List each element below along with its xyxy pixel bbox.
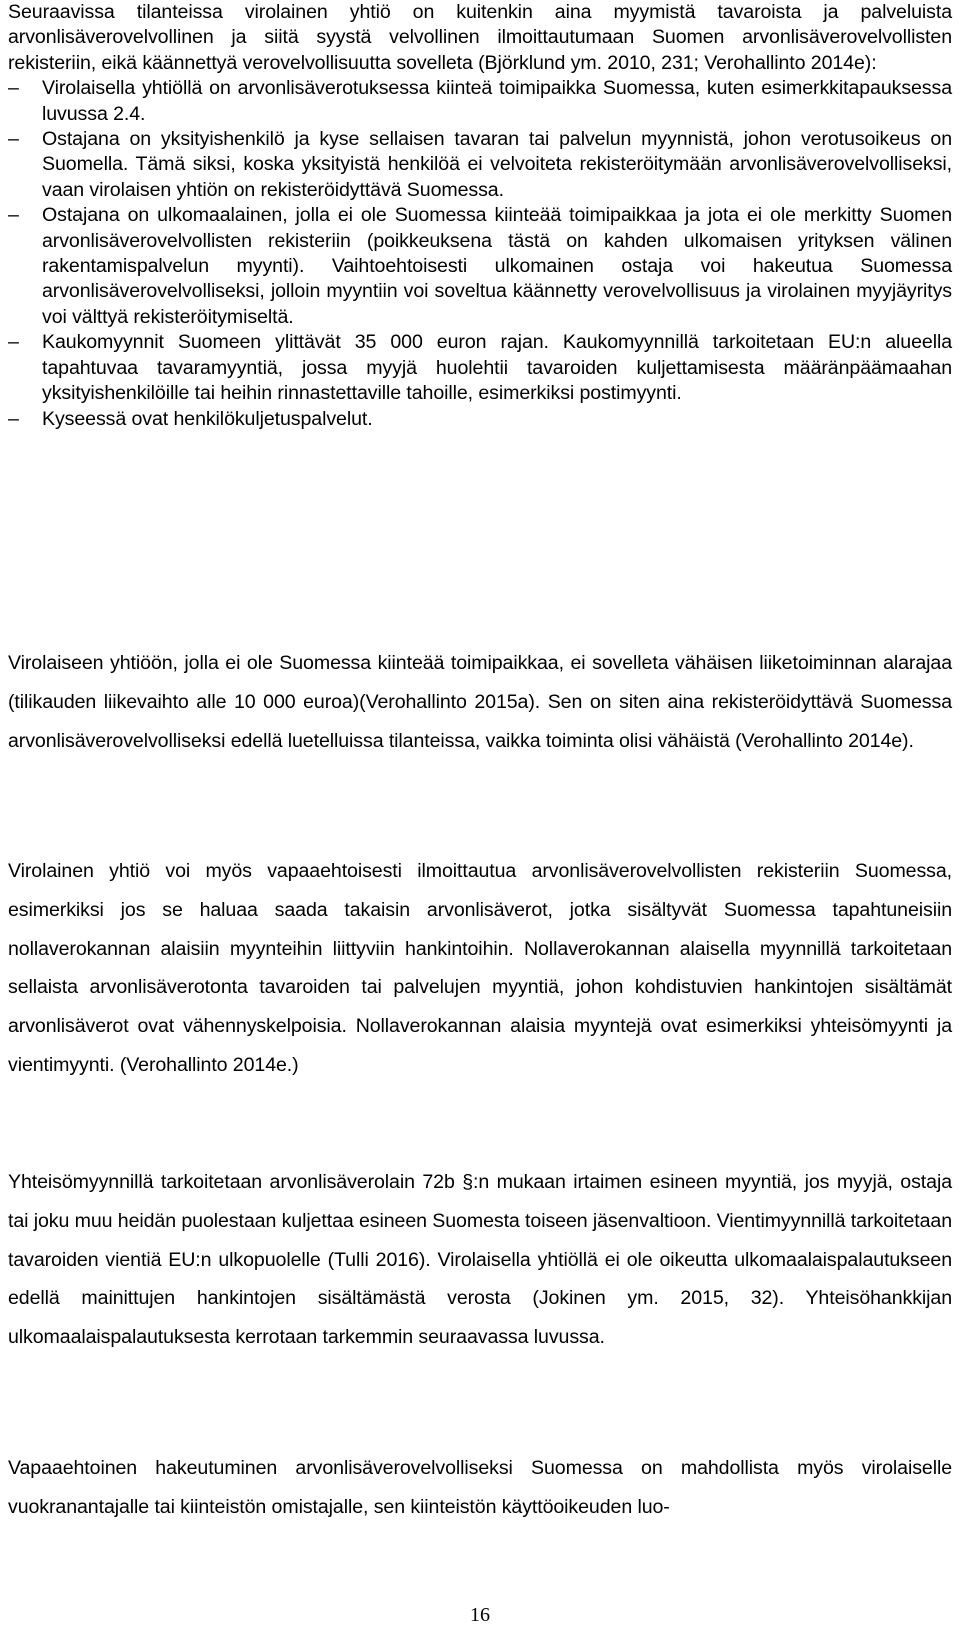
intro-section [8, 0, 952, 432]
list-item [8, 407, 952, 432]
body-paragraph: Yhteisömyynnillä tarkoitetaan arvonlisäverolain 72b §:n mukaan irtaimen esineen myyntiä, jos myyjä, ostaja tai joku muu heidän puolestaan kuljettaa esineen Suomesta toiseen jäsenvaltioon. Vientimyynnillä tarkoitetaan tavaroiden vientiä EU:n ulkopuolelle (Tulli 2016). Virolaisella yhtiöllä ei ole oikeutta ulkomaalaispalautukseen edellä mainittujen hankintojen sisältämästä verosta (Jokinen ym. 2015, 32). Yhteisöhankkijan ulkomaalaispalautuksesta kerrotaan tarkemmin seuraavassa luvussa. [8, 1171, 952, 1349]
list-item [8, 76, 952, 127]
list-item-text: Kyseessä ovat henkilökuljetuspalvelut. [42, 407, 373, 430]
list-item [8, 127, 952, 203]
body-paragraph: Virolaiseen yhtiöön, jolla ei ole Suomessa kiinteää toimipaikkaa, ei sovelleta vähäisen liiketoiminnan alarajaa (tilikauden liikevaihto alle 10 000 euroa)(Verohallinto 2015a). Sen on siten aina rekisteröidyttävä Suomessa arvonlisäverovelvolliseksi edellä luetelluissa tilanteissa, vaikka toiminta olisi vähäistä (Verohallinto 2014e). [8, 652, 952, 752]
dash-bullet-icon: – [8, 331, 19, 354]
dash-bullet-icon: – [8, 204, 19, 227]
list-item-text: Ostajana on yksityishenkilö ja kyse sellaisen tavaran tai palvelun myynnistä, johon verotusoikeus on Suomella. Tämä siksi, koska yksityistä henkilöä ei velvoiteta rekisteröitymään arvonlisäverovelvolliseksi, vaan virolaisen yhtiön on rekisteröidyttävä Suomessa. [42, 128, 952, 201]
dash-bullet-icon: – [8, 407, 19, 430]
paragraph-voluntary-registration [8, 852, 952, 1085]
conditions-list [8, 76, 952, 432]
dash-bullet-icon: – [8, 128, 19, 151]
paragraph-threshold [8, 644, 952, 760]
paragraph-property-lessor [8, 1449, 952, 1527]
dash-bullet-icon: – [8, 77, 19, 100]
list-item [8, 203, 952, 330]
list-item-text: Kaukomyynnit Suomeen ylittävät 35 000 euron rajan. Kaukomyynnillä tarkoitetaan EU:n alueella tapahtuvaa tavaramyyntiä, jossa myyjä huolehtii tavaroiden kuljettamisesta määränpäämaahan yksityishenkilöille tai heihin rinnastettaville tahoille, esimerkiksi postimyynti. [42, 331, 952, 405]
list-item [8, 330, 952, 406]
body-paragraph: Vapaaehtoinen hakeutuminen arvonlisäverovelvolliseksi Suomessa on mahdollista myös virolaiselle vuokranantajalle tai kiinteistön omistajalle, sen kiinteistön käyttöoikeuden luo- [8, 1457, 952, 1518]
list-item-text: Ostajana on ulkomaalainen, jolla ei ole Suomessa kiinteää toimipaikkaa ja jota ei ole merkitty Suomen arvonlisäverovelvollisten rekisteriin (poikkeuksena tästä on kahden ulkomaisen yrityksen välinen rakentamispalvelun myynti). Vaihtoehtoisesti ulkomainen ostaja voi hakeutua Suomessa arvonlisäverovelvolliseksi, jolloin myyntiin voi soveltua käännetty verovelvollisuus ja virolainen myyjäyritys voi välttyä rekisteröitymiseltä. [42, 204, 952, 328]
intro-paragraph: Seuraavissa tilanteissa virolainen yhtiö on kuitenkin aina myymistä tavaroista ja palveluista arvonlisäverovelvollinen ja siitä syystä velvollinen ilmoittautumaan Suomen arvonlisäverovelvollisten rekisteriin, eikä käännettyä verovelvollisuutta sovelleta (Björklund ym. 2010, 231; Verohallinto 2014e): [8, 1, 952, 74]
list-item-text: Virolaisella yhtiöllä on arvonlisäverotuksessa kiinteä toimipaikka Suomessa, kuten esimerkkitapauksessa luvussa 2.4. [42, 77, 952, 125]
paragraph-community-sales [8, 1163, 952, 1357]
page-number: 16 [470, 1604, 490, 1626]
body-paragraph: Virolainen yhtiö voi myös vapaaehtoisesti ilmoittautua arvonlisäverovelvollisten rekisteriin Suomessa, esimerkiksi jos se haluaa saada takaisin arvonlisäverot, jotka sisältyvät Suomessa tapahtuneisiin nollaverokannan alaisiin myynteihin liittyviin hankintoihin. Nollaverokannan alaisella myynnillä tarkoitetaan sellaista arvonlisäverotonta tavaroiden tai palvelujen myyntiä, johon kohdistuvien hankintojen sisältämät arvonlisäverot ovat vähennyskelpoisia. Nollaverokannan alaisia myyntejä ovat esimerkiksi yhteisömyynti ja vientimyynti. (Verohallinto 2014e.) [8, 860, 952, 1076]
